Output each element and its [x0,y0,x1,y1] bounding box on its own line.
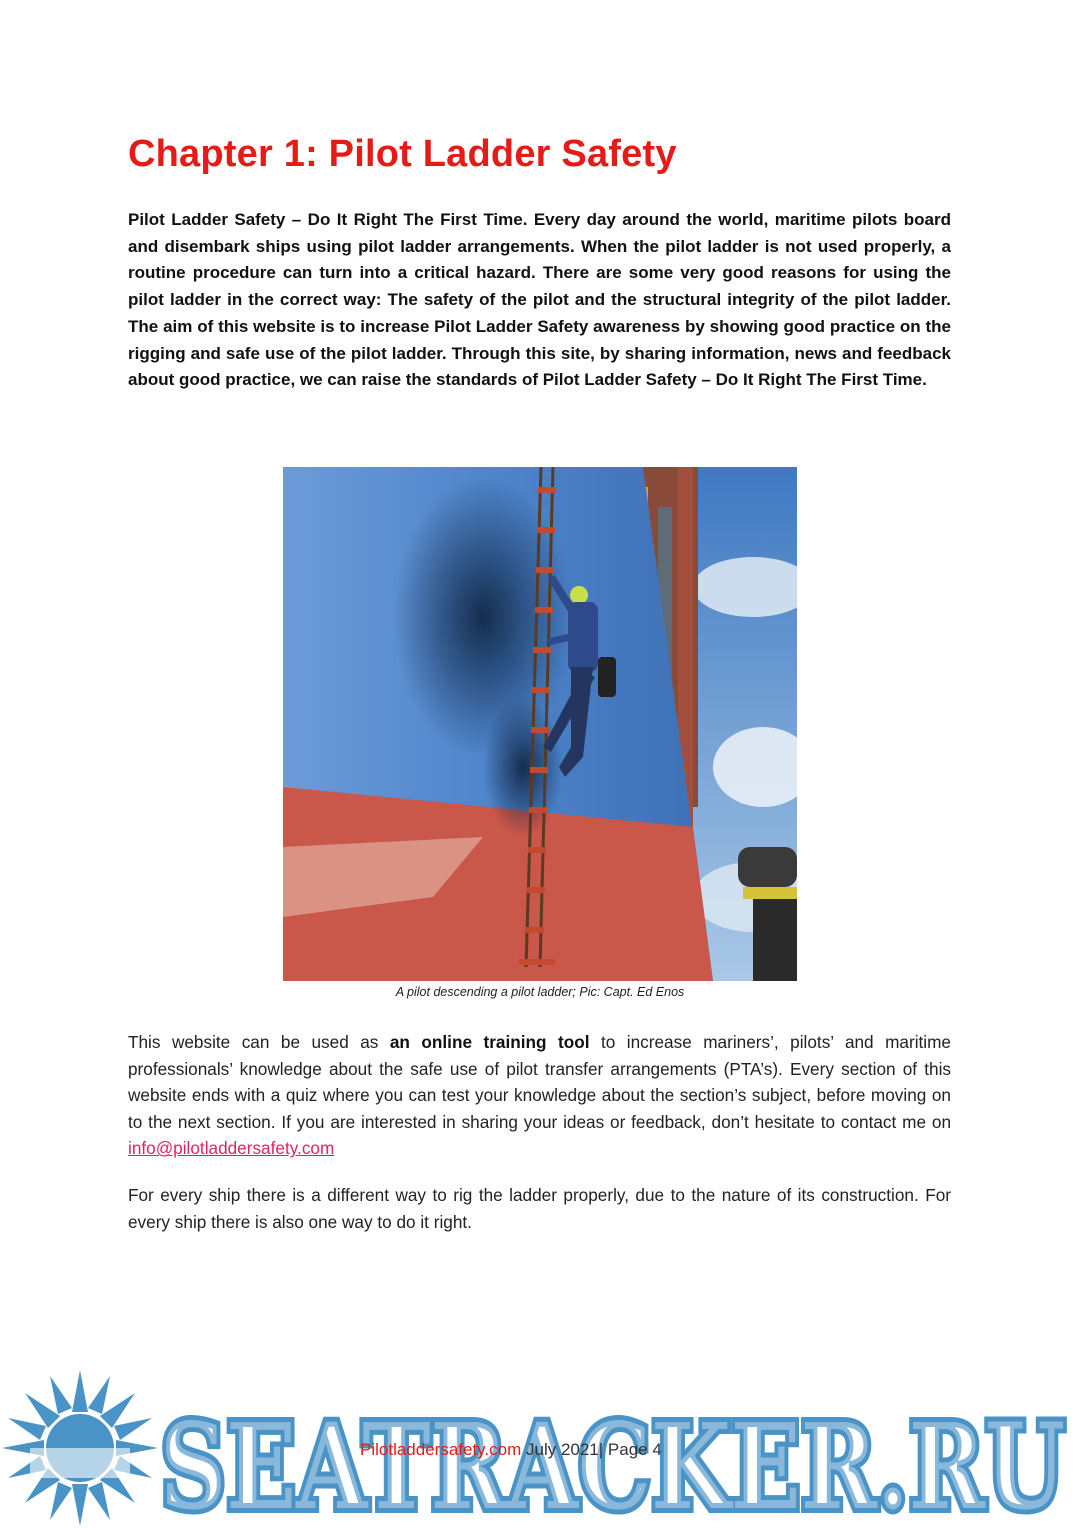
training-text-start: This website can be used as [128,1032,390,1052]
rigging-paragraph: For every ship there is a different way to rig the ladder properly, due to the nature of its construction. For every ship there is also one way to do it right. [128,1185,951,1232]
training-text-rest: to increase mariners’, pilots’ and maritime professionals’ knowledge about the safe use of pilot transfer arrangements (PTA’s). Every section of this website ends with a quiz where you can test your knowledge about the section’s subject, before moving on to the next section. If you are interested in sharing your ideas or feedback, don’t hesitate to contact me on [128,1032,951,1132]
intro-paragraph: Pilot Ladder Safety – Do It Right The First Time. Every day around the world, maritime pilots board and disembark ships using pilot ladder arrangements. When the pilot ladder is not used properly, a routine procedure can turn into a critical hazard. There are some very good reasons for using the pilot ladder in the correct way: The safety of the pilot and the structural integrity of the pilot ladder. The aim of this website is to increase Pilot Ladder Safety awareness by showing good practice on the rigging and safe use of the pilot ladder. Through this site, by sharing information, news and feedback about good practice, we can raise the standards of Pilot Ladder Safety – Do It Right The First Time. [128,210,951,390]
watermark-text-outline: SEATRACKER.RU [160,1397,1065,1528]
pilot-ladder-photo [283,467,797,981]
contact-email-link[interactable]: info@pilotladdersafety.com [128,1138,335,1159]
watermark-text: SEATRACKER.RU [160,1397,1065,1528]
chapter-title: Chapter 1: Pilot Ladder Safety [128,133,677,175]
page-footer [360,1440,662,1460]
training-tool-highlight: an online training tool [389,1032,590,1052]
figure-caption: A pilot descending a pilot ladder; Pic: Capt. Ed Enos [395,985,685,999]
footer-site: Pilotladdersafety.com [360,1440,522,1459]
footer-date-page: July 2021| Page 4 [521,1440,662,1459]
training-paragraph [128,1029,951,1162]
